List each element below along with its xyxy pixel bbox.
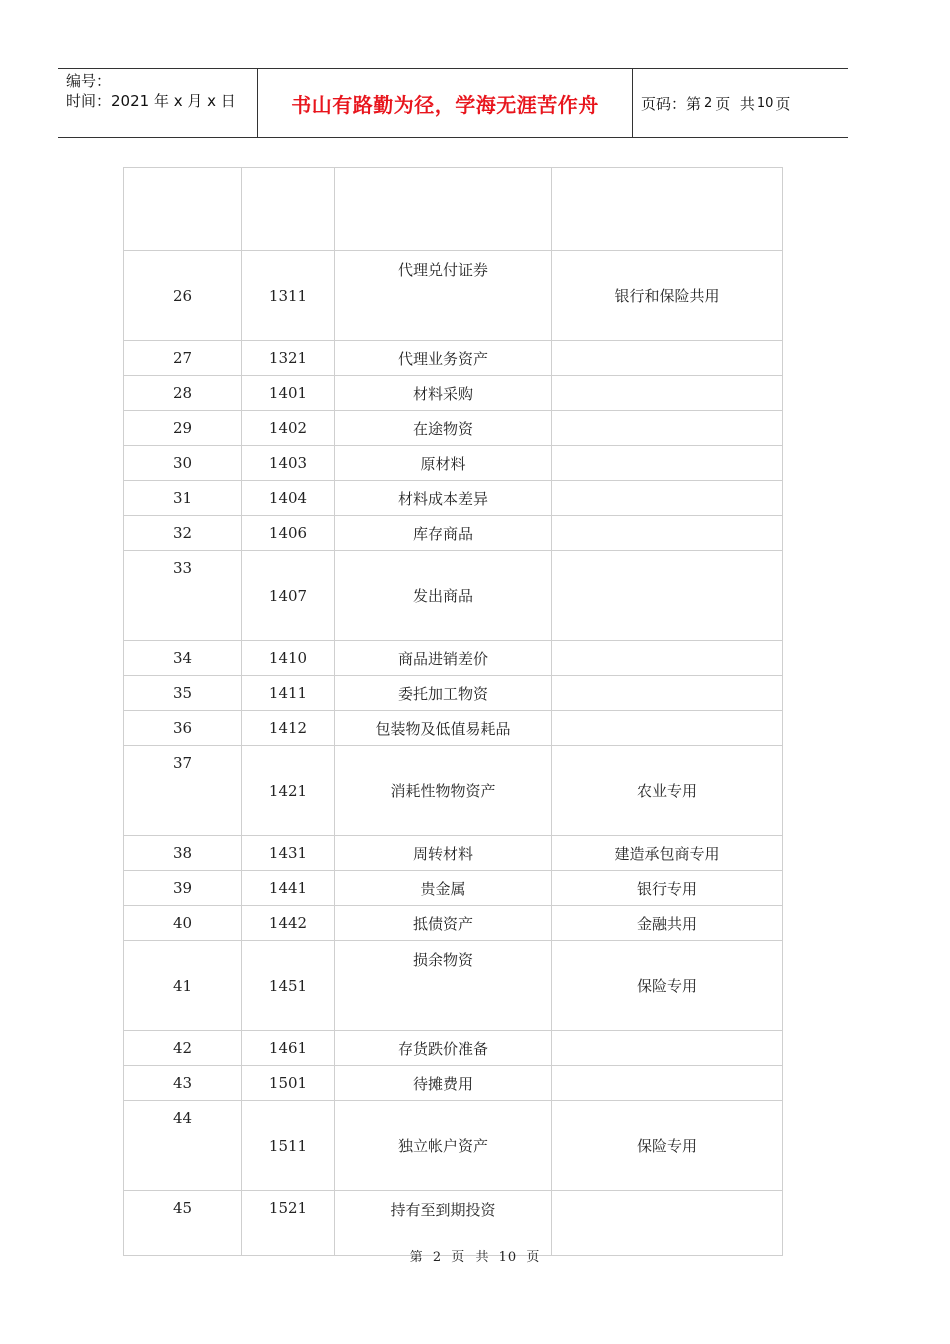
cell-note: 银行专用	[552, 871, 783, 906]
cell-code: 1402	[242, 411, 335, 446]
cell-note	[552, 551, 783, 641]
cell-note	[552, 1031, 783, 1066]
cell-code: 1410	[242, 641, 335, 676]
cell-note	[552, 341, 783, 376]
cell-note	[552, 516, 783, 551]
cell-code: 1442	[242, 906, 335, 941]
table-row	[124, 446, 783, 481]
page-total: 10	[756, 95, 774, 111]
cell-no: 33	[124, 551, 242, 641]
table-row	[124, 906, 783, 941]
page-end: 页	[775, 94, 791, 113]
cell-note: 建造承包商专用	[552, 836, 783, 871]
cell-name: 抵债资产	[335, 906, 552, 941]
table-row	[124, 641, 783, 676]
cell-no: 26	[124, 251, 242, 341]
cell-code: 1461	[242, 1031, 335, 1066]
table-row	[124, 551, 783, 641]
cell-note: 金融共用	[552, 906, 783, 941]
table-row	[124, 836, 783, 871]
cell-name: 待摊费用	[335, 1066, 552, 1101]
cell-no: 41	[124, 941, 242, 1031]
cell-name: 商品进销差价	[335, 641, 552, 676]
cell-name: 代理兑付证券	[335, 251, 552, 341]
cell-code: 1403	[242, 446, 335, 481]
cell-code: 1501	[242, 1066, 335, 1101]
table-row	[124, 871, 783, 906]
page-mid: 页 共	[715, 94, 755, 113]
cell-name: 代理业务资产	[335, 341, 552, 376]
cell-note: 保险专用	[552, 941, 783, 1031]
table-row	[124, 341, 783, 376]
cell-no: 30	[124, 446, 242, 481]
table-row	[124, 1066, 783, 1101]
cell-code: 1511	[242, 1101, 335, 1191]
cell-name: 材料成本差异	[335, 481, 552, 516]
cell-no: 42	[124, 1031, 242, 1066]
table-row	[124, 251, 783, 341]
cell-no	[124, 168, 242, 251]
cell-code: 1407	[242, 551, 335, 641]
cell-no: 44	[124, 1101, 242, 1191]
cell-code: 1311	[242, 251, 335, 341]
header-motto: 书山有路勤为径，学海无涯苦作舟	[258, 69, 633, 137]
table-row	[124, 676, 783, 711]
cell-note	[552, 481, 783, 516]
cell-note: 保险专用	[552, 1101, 783, 1191]
footer-prefix: 第	[409, 1250, 424, 1265]
cell-no: 29	[124, 411, 242, 446]
cell-name: 独立帐户资产	[335, 1101, 552, 1191]
cell-name: 原材料	[335, 446, 552, 481]
cell-no: 32	[124, 516, 242, 551]
cell-no: 43	[124, 1066, 242, 1101]
cell-code: 1321	[242, 341, 335, 376]
cell-code: 1521	[242, 1191, 335, 1256]
page-header	[58, 68, 848, 138]
cell-note: 农业专用	[552, 746, 783, 836]
table-row	[124, 168, 783, 251]
cell-note	[552, 446, 783, 481]
cell-note	[552, 168, 783, 251]
table-row	[124, 1031, 783, 1066]
cell-no: 36	[124, 711, 242, 746]
account-table	[123, 167, 783, 1256]
footer-total: 10	[498, 1250, 518, 1265]
footer-page: 2	[432, 1250, 443, 1265]
cell-no: 37	[124, 746, 242, 836]
cell-code: 1404	[242, 481, 335, 516]
cell-note	[552, 676, 783, 711]
cell-name: 包装物及低值易耗品	[335, 711, 552, 746]
cell-no: 27	[124, 341, 242, 376]
cell-code: 1421	[242, 746, 335, 836]
time-label: 时间：2021 年 x 月 x 日	[66, 92, 236, 110]
serial-label: 编号：	[66, 72, 112, 90]
cell-note	[552, 641, 783, 676]
cell-name: 持有至到期投资	[335, 1191, 552, 1256]
cell-no: 38	[124, 836, 242, 871]
cell-no: 28	[124, 376, 242, 411]
cell-note	[552, 711, 783, 746]
header-meta	[58, 69, 258, 137]
cell-no: 39	[124, 871, 242, 906]
cell-name: 材料采购	[335, 376, 552, 411]
cell-no: 40	[124, 906, 242, 941]
cell-note	[552, 411, 783, 446]
cell-code: 1412	[242, 711, 335, 746]
cell-code: 1451	[242, 941, 335, 1031]
table-row	[124, 411, 783, 446]
cell-name: 损余物资	[335, 941, 552, 1031]
page-number: 2	[704, 95, 713, 111]
table-row	[124, 746, 783, 836]
cell-code: 1431	[242, 836, 335, 871]
header-page-info	[633, 69, 848, 137]
cell-name	[335, 168, 552, 251]
cell-note	[552, 1066, 783, 1101]
page-footer	[0, 1246, 950, 1265]
table-row	[124, 711, 783, 746]
cell-name: 委托加工物资	[335, 676, 552, 711]
cell-code: 1441	[242, 871, 335, 906]
cell-note: 银行和保险共用	[552, 251, 783, 341]
cell-name: 发出商品	[335, 551, 552, 641]
cell-code: 1401	[242, 376, 335, 411]
cell-name: 存货跌价准备	[335, 1031, 552, 1066]
cell-name: 周转材料	[335, 836, 552, 871]
cell-no: 35	[124, 676, 242, 711]
cell-name: 贵金属	[335, 871, 552, 906]
table-row	[124, 516, 783, 551]
cell-code: 1411	[242, 676, 335, 711]
cell-note	[552, 376, 783, 411]
table-row	[124, 481, 783, 516]
cell-code	[242, 168, 335, 251]
page-label: 页码：第	[641, 94, 702, 113]
cell-name: 库存商品	[335, 516, 552, 551]
table-row	[124, 376, 783, 411]
footer-mid: 页 共	[451, 1250, 490, 1265]
cell-name: 在途物资	[335, 411, 552, 446]
cell-no: 31	[124, 481, 242, 516]
cell-no: 45	[124, 1191, 242, 1256]
cell-code: 1406	[242, 516, 335, 551]
cell-no: 34	[124, 641, 242, 676]
table-row	[124, 941, 783, 1031]
footer-suffix: 页	[526, 1250, 541, 1265]
table-row	[124, 1101, 783, 1191]
cell-name: 消耗性物物资产	[335, 746, 552, 836]
